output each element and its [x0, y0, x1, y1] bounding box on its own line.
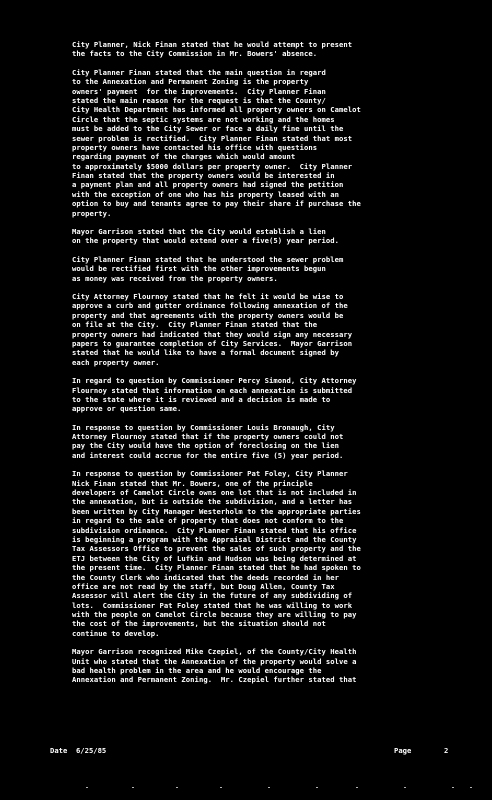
text-line: is beginning a program with the Appraisal District and the County: [72, 534, 357, 544]
scan-speck: [132, 787, 134, 788]
text-line: option to buy and tenants agree to pay their share if purchase the: [72, 199, 361, 209]
text-line: as money was received from the property owners.: [72, 273, 278, 283]
text-line: each property owner.: [72, 357, 160, 367]
text-line: Flournoy stated that information on each annexation is submitted: [72, 385, 353, 395]
text-line: a payment plan and all property owners had signed the petition: [72, 180, 344, 190]
text-line: City Attorney Flournoy stated that he felt it would be wise to: [72, 291, 344, 301]
scan-speck: [86, 787, 88, 788]
text-line: City Planner, Nick Finan stated that he would attempt to present: [72, 40, 353, 49]
text-line: property owners had indicated that they would sign any necessary: [72, 329, 353, 339]
paragraph: [72, 469, 457, 638]
text-line: approve a curb and gutter ordinance following annexation of the: [72, 301, 348, 311]
paragraph: [72, 68, 457, 218]
paragraph: [72, 255, 457, 283]
text-line: City Planner Finan stated that he understood the sewer problem: [72, 254, 344, 264]
text-line: on the property that would extend over a five(5) year period.: [72, 236, 340, 246]
scan-speck: [220, 787, 222, 788]
text-line: on file at the City. City Planner Finan stated that the: [72, 320, 318, 330]
scan-speck: [356, 787, 358, 788]
text-line: approve or question same.: [72, 404, 182, 414]
text-line: property.: [72, 208, 112, 218]
text-line: Finan stated that the property owners would be interested in: [72, 171, 335, 181]
text-line: sewer problem is rectified. City Planner Finan stated that most: [72, 133, 353, 143]
text-line: to the Annexation and Permanent Zoning is the property: [72, 77, 309, 87]
text-line: the County Clerk who indicated that the deeds recorded in her: [72, 572, 340, 582]
text-line: ETJ between the City of Lufkin and Hudson was being determined at: [72, 553, 357, 563]
text-line: Unit who stated that the Annexation of the property would solve a: [72, 656, 357, 666]
scan-speck: [404, 787, 406, 788]
scan-speck: [470, 787, 472, 788]
paragraph: [72, 40, 457, 59]
text-line: with the exception of one who has his property leased with an: [72, 189, 340, 199]
text-line: must be added to the City Sewer or face a daily fine until the: [72, 124, 344, 134]
paragraph: [72, 647, 457, 685]
text-line: stated the main reason for the request is that the County/: [72, 95, 326, 105]
text-line: to approximately $5000 dollars per property owner. City Planner: [72, 161, 353, 171]
text-line: property owners have contacted his office with questions: [72, 142, 318, 152]
text-line: the facts to the City Commission in Mr. Bowers' absence.: [72, 49, 318, 59]
text-line: Mayor Garrison stated that the City would establish a lien: [72, 227, 326, 237]
document-body: [72, 40, 457, 694]
text-line: City Planner Finan stated that the main question in regard: [72, 67, 326, 77]
text-line: Annexation and Permanent Zoning. Mr. Czepiel further stated that: [72, 675, 357, 685]
text-line: with the people on Camelot Circle because they are willing to pay: [72, 610, 357, 620]
page-footer: [50, 746, 460, 756]
text-line: would be rectified first with the other improvements begun: [72, 264, 326, 274]
text-line: the cost of the improvements, but the situation should not: [72, 619, 326, 629]
text-line: owners' payment for the improvements. City Planner Finan: [72, 86, 326, 96]
paragraph: [72, 292, 457, 367]
text-line: and interest could accrue for the entire five (5) year period.: [72, 450, 344, 460]
text-line: In response to question by Commissioner Louis Bronaugh, City: [72, 422, 335, 432]
text-line: property and that agreements with the property owners would be: [72, 310, 344, 320]
text-line: Circle that the septic systems are not working and the homes: [72, 114, 335, 124]
text-line: Attorney Flournoy stated that if the property owners could not: [72, 432, 344, 442]
text-line: papers to guarantee completion of City Services. Mayor Garrison: [72, 338, 353, 348]
paragraph: [72, 423, 457, 461]
text-line: the present time. City Planner Finan stated that he had spoken to: [72, 563, 361, 573]
text-line: bad health problem in the area and he would encourage the: [72, 666, 322, 676]
text-line: Nick Finan stated that Mr. Bowers, one of the principle: [72, 478, 313, 488]
text-line: to the state where it is reviewed and a decision is made to: [72, 394, 331, 404]
scan-speck: [452, 787, 454, 788]
text-line: office are not read by the staff, but Doug Allen, County Tax: [72, 581, 335, 591]
text-line: in regard to the sale of property that does not conform to the: [72, 516, 344, 526]
scan-speck: [316, 787, 318, 788]
footer-page-number: 2: [444, 746, 449, 755]
text-line: In response to question by Commissioner Pat Foley, City Planner: [72, 469, 348, 479]
text-line: City Health Department has informed all property owners on Camelot: [72, 105, 361, 115]
footer-date: Date 6/25/85: [50, 746, 107, 755]
text-line: subdivision ordinance. City Planner Finan stated that his office: [72, 525, 357, 535]
text-line: continue to develop.: [72, 628, 160, 638]
text-line: Assessor will alert the City in the future of any subdividing of: [72, 591, 353, 601]
text-line: In regard to question by Commissioner Percy Simond, City Attorney: [72, 376, 357, 386]
text-line: Mayor Garrison recognized Mike Czepiel, of the County/City Health: [72, 647, 357, 657]
text-line: lots. Commissioner Pat Foley stated that he was willing to work: [72, 600, 353, 610]
text-line: regarding payment of the charges which would amount: [72, 152, 296, 162]
scan-speck: [176, 787, 178, 788]
text-line: been written by City Manager Westerholm to the appropriate parties: [72, 506, 361, 516]
text-line: stated that he would like to have a formal document signed by: [72, 348, 340, 358]
scan-noise: [0, 785, 492, 791]
paragraph: [72, 376, 457, 414]
paragraph: [72, 227, 457, 246]
text-line: the annexation, but is outside the subdivision, and a letter has: [72, 497, 353, 507]
text-line: Tax Assessors Office to prevent the sales of such property and the: [72, 544, 361, 554]
text-line: developers of Camelot Circle owns one lot that is not included in: [72, 488, 357, 498]
text-line: pay the City would have the option of foreclosing on the lien: [72, 441, 340, 451]
scan-speck: [268, 787, 270, 788]
footer-page-label: Page: [394, 746, 412, 755]
